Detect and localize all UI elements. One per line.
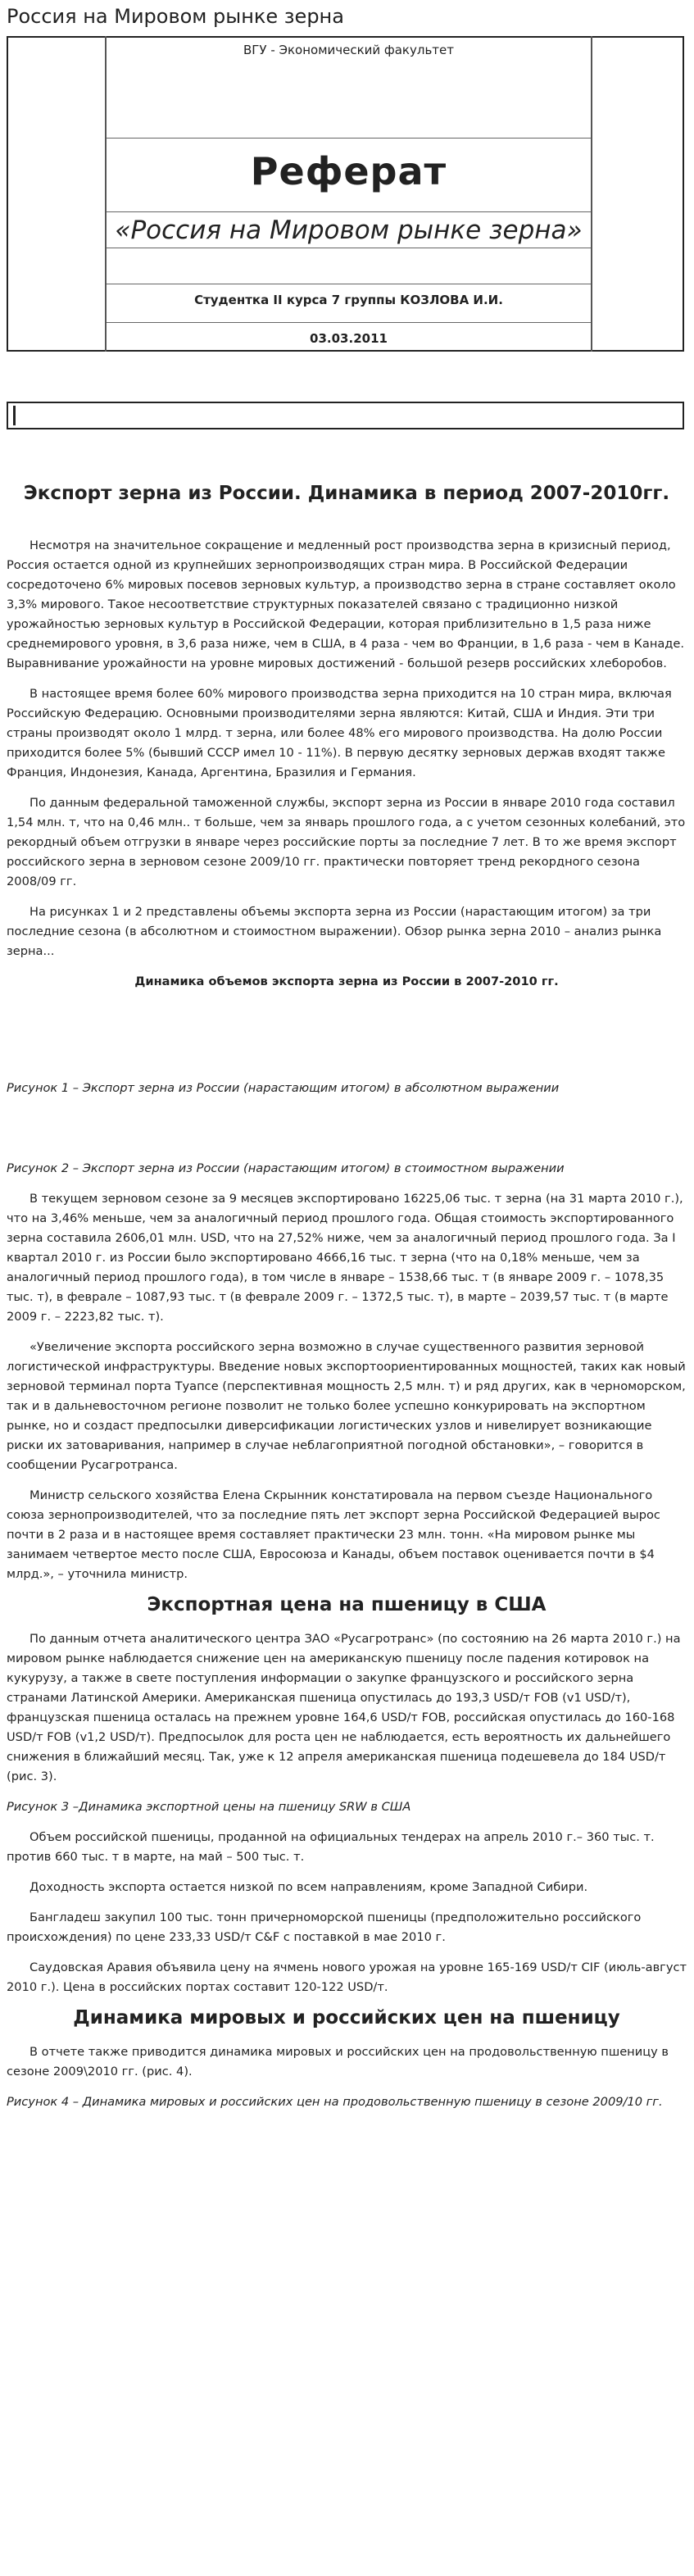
document-date: 03.03.2011 [310, 331, 388, 346]
organization-label: ВГУ - Экономический факультет [243, 43, 455, 57]
divider [107, 322, 591, 323]
section-heading-export: Экспорт зерна из России. Динамика в период 2007-2010гг. [23, 483, 670, 504]
student-name: Студентка II курса 7 группы КОЗЛОВА И.И. [194, 293, 503, 307]
chart-section-title: Динамика объемов экспорта зерна из России в 2007-2010 гг. [134, 975, 559, 988]
paragraph: В отчете также приводится динамика мировых и российских цен на продовольственную пшеницу в сезоне 2009\2010 гг. (рис. 4). [7, 2045, 669, 2079]
section-heading-price-dynamics: Динамика мировых и российских цен на пшеницу [73, 2007, 620, 2029]
title-page-table [105, 36, 592, 352]
table-cell-marker [13, 406, 16, 425]
paragraph: В текущем зерновом сезоне за 9 месяцев экспортировано 16225,06 тыс. т зерна (на 31 марта 2010 г.), что на 3,46% меньше, чем за аналогичный период прошлого года. Общая стоимость экспортированного зерна составила 2606,01 млн. USD, что на 27,52% ниже, чем за аналогичный период прошлого года. За I квартал 2010 г. из России было экспортировано 4666,16 тыс. т зерна (что на 0,18% меньше, чем за аналогичный период прошлого года), в том числе в январе – 1538,66 тыс. т (в январе 2009 г. – 1078,35 тыс. т), в феврале – 1087,93 тыс. т (в феврале 2009 г. – 1372,5 тыс. т), в марте – 2039,57 тыс. т (в марте 2009 г. – 2223,82 тыс. т). [7, 1192, 683, 1324]
title-page-frame [7, 36, 684, 352]
paragraph: По данным отчета аналитического центра ЗАО «Русагротранс» (по состоянию на 26 марта 2010 г.) на мировом рынке наблюдается снижение цен на американскую пшеницу после падения котировок на кукурузу, а также в свете поступления информации о закупке французского и российского зерна странами Латинской Америки. Американская пшеница опустилась до 193,3 USD/т FOB (v1 USD/т), французская пшеница осталась на прежнем уровне 164,6 USD/т FOB, российская опустилась до 160-168 USD/т FOB (v1,2 USD/т). Предпосылок для роста цен не наблюдается, есть вероятность их дальнейшего снижения в ближайший месяц. Так, уже к 12 апреля американская пшеница подешевела до 184 USD/т (рис. 3). [7, 1632, 681, 1783]
paragraph: На рисунках 1 и 2 представлены объемы экспорта зерна из России (нарастающим итогом) за три последние сезона (в абсолютном и стоимостном выражении). Обзор рынка зерна 2010 – анализ рынка зерна... [7, 905, 662, 958]
section-heading-wheat-price: Экспортная цена на пшеницу в США [147, 1594, 547, 1615]
divider [107, 138, 591, 139]
figure-caption-3: Рисунок 3 –Динамика экспортной цены на пшеницу SRW в США [7, 1800, 411, 1814]
paragraph: Саудовская Аравия объявила цену на ячмень нового урожая на уровне 165-169 USD/т CIF (июль-август 2010 г.). Цена в российских портах составит 120-122 USD/т. [7, 1960, 687, 1994]
paragraph: Объем российской пшеницы, проданной на официальных тендерах на апрель 2010 г.– 360 тыс. т. против 660 тыс. т в марте, на май – 500 тыс. т. [7, 1830, 655, 1864]
figure-caption-1: Рисунок 1 – Экспорт зерна из России (нарастающим итогом) в абсолютном выражении [7, 1081, 560, 1095]
paragraph: Бангладеш закупил 100 тыс. тонн причерноморской пшеницы (предположительно российского происхождения) по цене 233,33 USD/т C&F с поставкой в мае 2010 г. [7, 1910, 642, 1944]
divider [107, 211, 591, 212]
paragraph: Министр сельского хозяйства Елена Скрынник констатировала на первом съезде Национального союза зернопроизводителей, что за последние пять лет экспорт зерна Российской Федерацией вырос почти в 2 раза и в настоящее время составляет практически 23 млн. тонн. «На мировом рынке мы занимаем четвертое место после США, Евросоюза и Канады, объем поставок оценивается почти в $4 млрд.», – уточнила министр. [7, 1488, 660, 1581]
figure-caption-2: Рисунок 2 – Экспорт зерна из России (нарастающим итогом) в стоимостном выражении [7, 1161, 565, 1175]
figure-caption-4: Рисунок 4 – Динамика мировых и российских цен на продовольственную пшеницу в сезоне 2009/10 гг. [7, 2095, 663, 2109]
paragraph: «Увеличение экспорта российского зерна возможно в случае существенного развития зерновой логистической инфраструктуры. Введение новых экспортоориентированных мощностей, таких как новый зерновой терминал порта Туапсе (перспективная мощность 2,5 млн. т) и ряд других, как в черноморском, так и в дальневосточном регионе позволит не только более успешно конкурировать на экспортном рынке, но и создаст предпосылки диверсификации логистических узлов и нивелирует возникающие риски их затоваривания, например в случае неблагоприятной погодной обстановки», – говорится в сообщении Русагротранса. [7, 1340, 686, 1472]
paragraph: Несмотря на значительное сокращение и медленный рост производства зерна в кризисный период, Россия остается одной из крупнейших зернопроизводящих стран мира. В Российской Федерации сосредоточено 6% мировых посевов зерновых культур, а производство зерна в стране составляет около 3,3% мирового. Такое несоответствие структурных показателей связано с традиционно низкой урожайностью зерновых культур в Российской Федерации, которая приблизительно в 1,5 раза ниже среднемирового уровня, в 3,6 раза ниже, чем в США, в 4 раза - чем во Франции, в 1,6 раза - чем в Канаде. Выравнивание урожайности на уровне мировых достижений - большой резерв российских хлеборобов. [7, 538, 685, 670]
page-title: Россия на Мировом рынке зерна [7, 5, 344, 28]
paragraph: Доходность экспорта остается низкой по всем направлениям, кроме Западной Сибири. [29, 1880, 588, 1894]
document-body [7, 484, 687, 2123]
empty-table-box [7, 402, 684, 429]
paragraph: В настоящее время более 60% мирового производства зерна приходится на 10 стран мира, включая Российскую Федерацию. Основными производителями зерна являются: Китай, США и Индия. Эти три страны производят около 1 млрд. т зерна, или более 48% его мирового производства. На долю России приходится более 5% (бывший СССР имел 10 - 11%). В первую десятку зерновых держав входят также Франция, Индонезия, Канада, Аргентина, Бразилия и Германия. [7, 687, 672, 779]
topic-title: «Россия на Мировом рынке зерна» [115, 216, 583, 245]
paragraph: По данным федеральной таможенной службы, экспорт зерна из России в январе 2010 года составил 1,54 млн. т, что на 0,46 млн.. т больше, чем за январь прошлого года, а с учетом сезонных колебаний, это рекордный объем отгрузки в январе через российские порты за последние 7 лет. В то же время экспорт российского зерна в зерновом сезоне 2009/10 гг. практически повторяет тренд рекордного сезона 2008/09 гг. [7, 796, 686, 888]
document-type-heading: Реферат [250, 149, 447, 193]
